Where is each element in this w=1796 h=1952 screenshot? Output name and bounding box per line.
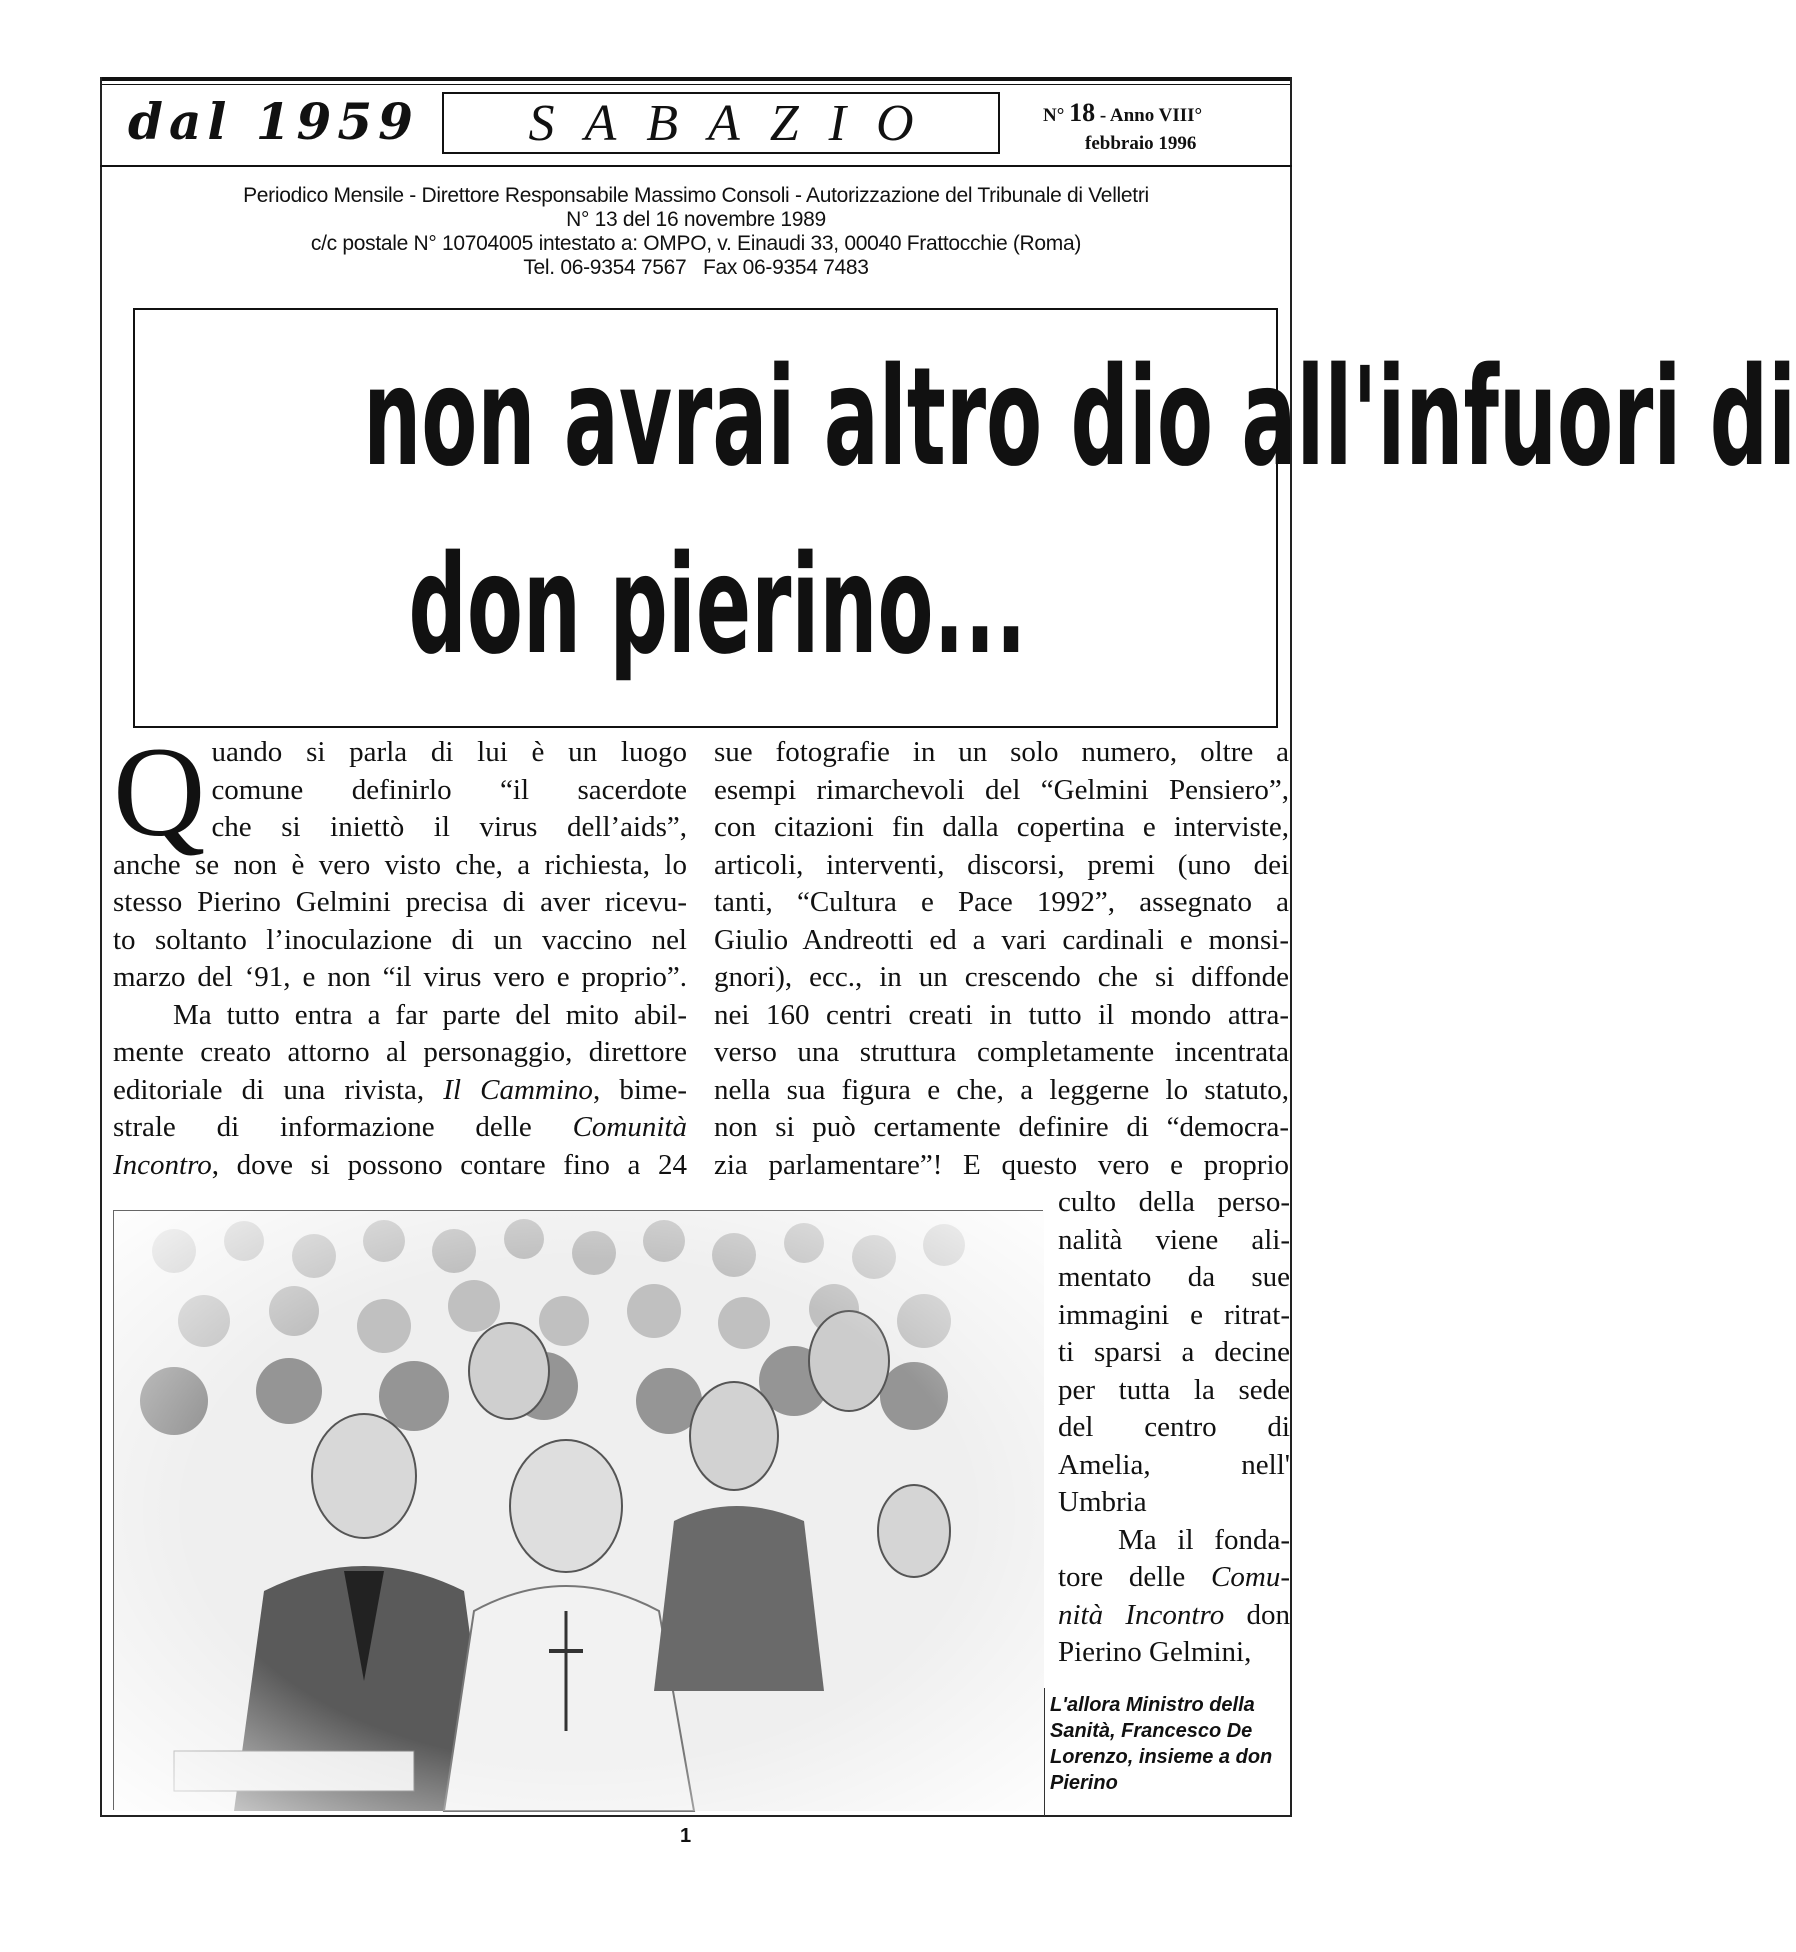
magazine-title: Il Cammino [443, 1073, 593, 1106]
photo-caption: L'allora Ministro della Sanità, Francesco De Lorenzo, insieme a don Pierino [1050, 1694, 1273, 1794]
article-line: nei 160 centri creati in tutto il mondo attra- [714, 998, 1289, 1031]
article-line: tanti, “Cultura e Pace 1992”, assegnato a [714, 886, 1289, 918]
article-text: , dove si possono contare fino a 24 [211, 1148, 687, 1181]
article-line: Amelia, nell' [1058, 1448, 1290, 1481]
article-text: strale di informazione delle [113, 1111, 573, 1143]
article-line: gnori), ecc., in un crescendo che si diffonde [714, 961, 1289, 993]
article-line: anche se non è vero visto che, a richiesta, lo [113, 848, 687, 881]
article-text: editoriale di una rivista, [113, 1073, 444, 1106]
community-name: Comu- [1211, 1561, 1290, 1593]
article-line: nella sua figura e che, a leggerne lo statuto, [714, 1073, 1289, 1106]
newspaper-title: SABAZIO [442, 92, 1000, 154]
article-column-narrow [1058, 1184, 1290, 1672]
issue-prefix: N° [1043, 105, 1070, 126]
since-label: dal 1959 [128, 92, 419, 151]
article-line: mente creato attorno al personaggio, direttore [113, 1036, 687, 1068]
article-line: con citazioni fin dalla copertina e interviste, [714, 811, 1289, 843]
info-line: Tel. 06-9354 7567 Fax 06-9354 7483 [523, 256, 869, 279]
issue-year: - Anno VIII° [1095, 105, 1203, 126]
article-line: non si può certamente definire di “democra- [714, 1111, 1289, 1143]
article-line: marzo del ‘91, e non “il virus vero e proprio”. [113, 961, 687, 993]
article-line: zia parlamentare”! E questo vero e proprio [714, 1148, 1289, 1181]
article-line: Pierino Gelmini, [1058, 1636, 1252, 1668]
community-name: Incontro [113, 1148, 212, 1181]
article-line: uando si parla di lui è un luogo [211, 736, 687, 768]
article-line: immagini e ritrat- [1058, 1298, 1290, 1331]
issue-value: 18 [1069, 98, 1096, 127]
article-text: , bime- [592, 1073, 687, 1106]
masthead-rule [100, 165, 1292, 167]
article-line: mentato da sue [1058, 1261, 1290, 1293]
community-name: Comunità [572, 1111, 687, 1143]
article-line: nalità viene ali- [1058, 1223, 1290, 1256]
community-name: nità Incontro [1058, 1598, 1225, 1631]
info-line: c/c postale N° 10704005 intestato a: OMPO, v. Einaudi 33, 00040 Frattocchie (Roma) [310, 232, 1082, 255]
article-column-right [714, 734, 1289, 1184]
article-line: to soltanto l’inoculazione di un vaccino nel [113, 923, 687, 956]
drop-cap: Q [113, 721, 206, 863]
article-line: culto della perso- [1058, 1186, 1290, 1218]
article-line [113, 1109, 687, 1147]
article-line [1058, 1559, 1290, 1597]
caption-rule [1044, 1688, 1045, 1816]
article-line: ti sparsi a decine [1058, 1336, 1290, 1368]
article-line: stesso Pierino Gelmini precisa di aver ricevu- [113, 886, 687, 918]
article-line: articoli, interventi, discorsi, premi (uno dei [714, 848, 1289, 881]
article-line [113, 1147, 687, 1185]
article-line: per tutta la sede [1058, 1373, 1290, 1406]
headline-line-2: don pierino... [408, 527, 1027, 685]
headline-box [133, 308, 1796, 728]
article-line: comune definirlo “il sacerdote [211, 773, 687, 806]
article-column-left [113, 721, 687, 1184]
article-line: Ma il fonda- [1118, 1523, 1290, 1556]
article-line: esempi rimarchevoli del “Gelmini Pensiero”, [714, 773, 1289, 806]
issue-number [1043, 98, 1202, 128]
article-line [113, 1072, 687, 1110]
crowd-photo-illustration [114, 1211, 1044, 1811]
page-number: 1 [680, 1825, 692, 1847]
article-text: tore delle [1058, 1561, 1212, 1593]
info-line: Periodico Mensile - Direttore Responsabile Massimo Consoli - Autorizzazione del Tribunale di Velletri [243, 184, 1149, 207]
article-line: Ma tutto entra a far parte del mito abil- [173, 998, 687, 1031]
publication-info [100, 184, 1292, 280]
article-line: che si iniettò il virus dell’aids”, [211, 811, 687, 843]
crowd-photo [113, 1210, 1043, 1810]
article-line: verso una struttura completamente incentrata [714, 1036, 1289, 1068]
article-line: sue fotografie in un solo numero, oltre a [714, 736, 1289, 768]
issue-date: febbraio 1996 [1085, 133, 1197, 154]
article-line: del centro di [1058, 1411, 1290, 1443]
article-text: don [1224, 1598, 1290, 1631]
info-line: N° 13 del 16 novembre 1989 [566, 208, 826, 231]
article-line: Giulio Andreotti ed a vari cardinali e monsi- [714, 923, 1289, 956]
article-line: Umbria [1058, 1486, 1147, 1518]
article-line [1058, 1597, 1290, 1635]
headline-line-1: non avrai altro dio all'infuori di [363, 339, 1796, 497]
